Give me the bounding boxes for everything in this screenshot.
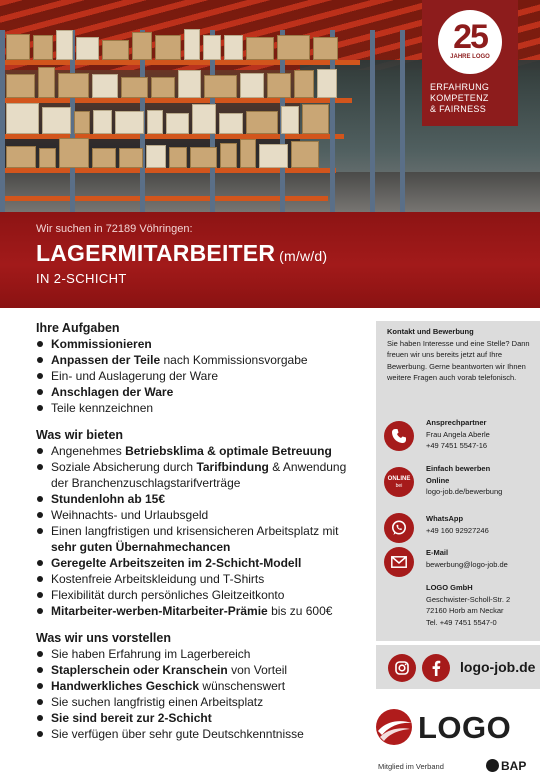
- rack-beam: [0, 98, 352, 103]
- rack-post: [400, 30, 405, 212]
- logo-swoosh-icon: [374, 707, 414, 747]
- rack-post: [370, 30, 375, 212]
- profile-list: [36, 646, 366, 742]
- online-icon-sub: bei: [395, 482, 403, 489]
- list-item-text: Kommissionieren: [51, 337, 152, 351]
- online-sub: Online: [426, 475, 450, 485]
- stacked-box: [38, 67, 55, 98]
- stacked-box: [92, 74, 118, 98]
- stacked-box: [184, 29, 200, 60]
- bap-text: BAP: [501, 759, 527, 773]
- phone-icon: [384, 421, 414, 451]
- stacked-box: [317, 69, 337, 98]
- stacked-box: [192, 104, 216, 134]
- list-item-text: Anpassen der Teile: [51, 353, 161, 367]
- company-city: 72160 Horb am Neckar: [426, 606, 504, 615]
- list-item-text: Stundenlohn ab 15€: [51, 492, 166, 506]
- online-label: Einfach bewerben: [426, 464, 491, 473]
- stacked-box: [119, 148, 143, 168]
- list-item: [36, 694, 366, 710]
- stacked-box: [302, 104, 329, 134]
- list-item: [36, 587, 366, 603]
- stacked-box: [169, 147, 187, 168]
- stacked-box: [246, 37, 274, 60]
- job-title-text: LAGERMITARBEITER: [36, 240, 276, 266]
- list-item-text: von Vorteil: [227, 663, 288, 677]
- online-icon-text: ONLINE: [387, 475, 411, 482]
- list-item: [36, 491, 366, 507]
- list-item-text: Betriebsklima & optimale Betreuung: [125, 444, 332, 458]
- list-item-text: Sie suchen langfristig einen Arbeitsplatz: [51, 695, 264, 709]
- stacked-box: [39, 148, 56, 168]
- offer-section: [36, 428, 366, 619]
- job-location: Wir suchen in 72189 Vöhringen:: [36, 223, 193, 235]
- company-address: [426, 582, 536, 628]
- list-item: [36, 726, 366, 742]
- stacked-box: [6, 34, 30, 60]
- list-item-text: Kostenfreie Arbeitskleidung und T-Shirts: [51, 572, 265, 586]
- list-item: [36, 678, 366, 694]
- title-band: [0, 212, 540, 308]
- list-item: [36, 571, 366, 587]
- stacked-box: [178, 70, 201, 98]
- anniversary-badge: [422, 0, 518, 126]
- list-item-text: wünschenswert: [199, 679, 286, 693]
- online-icon: [384, 467, 414, 497]
- stacked-box: [190, 147, 217, 168]
- stacked-box: [281, 106, 299, 134]
- badge-slogan: [430, 82, 518, 115]
- stacked-box: [240, 139, 256, 168]
- list-item: [36, 384, 366, 400]
- list-item-text: Sie haben Erfahrung im Lagerbereich: [51, 647, 251, 661]
- profile-heading: Was wir uns vorstellen: [36, 631, 171, 645]
- contact-sidebar: [376, 321, 540, 641]
- list-item-text: Geregelte Arbeitszeiten im 2-Schicht-Modell: [51, 556, 302, 570]
- online-apply-text: [426, 463, 538, 498]
- list-item: [36, 443, 366, 459]
- rack-beam: [0, 196, 328, 201]
- list-item-text: Ein- und Auslagerung der Ware: [51, 369, 218, 383]
- whatsapp-text: [426, 513, 538, 536]
- mail-text: [426, 547, 538, 570]
- stacked-box: [93, 110, 112, 134]
- logo-company: [374, 707, 530, 751]
- company-name: LOGO GmbH: [426, 583, 473, 592]
- list-item: [36, 603, 366, 619]
- offer-list: [36, 443, 366, 619]
- job-details: [36, 321, 366, 754]
- list-item-text: Flexibilität durch persönliches Gleitzeitkonto: [51, 588, 285, 602]
- hero-photo: [0, 0, 540, 212]
- stacked-box: [204, 75, 237, 98]
- list-item-text: Sie verfügen über sehr gute Deutschkenntnisse: [51, 727, 304, 741]
- stacked-box: [58, 73, 89, 98]
- stacked-box: [277, 35, 310, 60]
- gender-note: (m/w/d): [279, 248, 328, 264]
- list-item: [36, 368, 366, 384]
- contact-person-text: [426, 417, 538, 452]
- stacked-box: [33, 35, 53, 60]
- company-tel: Tel. +49 7451 5547-0: [426, 617, 497, 627]
- online-url[interactable]: logo-job.de/bewerbung: [426, 487, 503, 496]
- slogan-line: KOMPETENZ: [430, 93, 489, 103]
- stacked-box: [59, 138, 89, 168]
- slogan-line: ERFAHRUNG: [430, 82, 490, 92]
- rack-post: [0, 30, 5, 212]
- bap-dot-icon: [486, 759, 499, 772]
- contact-intro-text: Sie haben Interesse und eine Stelle? Dann freuen wir uns bereits jetzt auf Ihre Bewerbung. Gerne beantworten wir Ihnen weitere Fragen auch vorab telefonisch.: [387, 338, 530, 382]
- contact-label: Ansprechpartner: [426, 418, 487, 427]
- stacked-box: [6, 74, 35, 98]
- stacked-box: [115, 111, 144, 134]
- rack-beam: [0, 134, 344, 139]
- stacked-box: [42, 107, 71, 134]
- stacked-box: [166, 113, 189, 134]
- social-bar: [376, 645, 540, 689]
- offer-heading: Was wir bieten: [36, 428, 124, 442]
- contact-intro: [387, 326, 537, 384]
- facebook-icon[interactable]: [422, 654, 450, 682]
- mail-label: E-Mail: [426, 548, 449, 557]
- list-item-text: Sie sind bereit zur 2-Schicht: [51, 711, 212, 725]
- stacked-box: [203, 35, 221, 60]
- contact-heading: Kontakt und Bewerbung: [387, 327, 474, 336]
- stacked-box: [294, 70, 314, 98]
- list-item-text: Mitarbeiter-werben-Mitarbeiter-Prämie: [51, 604, 268, 618]
- stacked-box: [121, 77, 148, 98]
- stacked-box: [291, 141, 319, 168]
- stacked-box: [56, 30, 73, 60]
- stacked-box: [74, 111, 90, 134]
- stacked-box: [6, 146, 36, 168]
- list-item-text: Staplerschein oder Kranschein: [51, 663, 228, 677]
- stacked-box: [132, 32, 152, 60]
- tasks-heading: Ihre Aufgaben: [36, 321, 120, 335]
- slogan-line: & FAIRNESS: [430, 104, 487, 114]
- contact-name: Frau Angela Aberle: [426, 429, 490, 439]
- list-item-text: Handwerkliches Geschick: [51, 679, 200, 693]
- rack-beam: [0, 60, 360, 65]
- list-item: [36, 523, 366, 555]
- list-item-text: bis zu 600€: [267, 604, 333, 618]
- bap-logo: [486, 759, 526, 773]
- stacked-box: [6, 103, 39, 134]
- stacked-box: [155, 35, 181, 60]
- list-item: [36, 352, 366, 368]
- stacked-box: [146, 145, 166, 168]
- list-item: [36, 507, 366, 523]
- stacked-box: [240, 73, 264, 98]
- company-street: Geschwister-Scholl-Str. 2: [426, 594, 511, 604]
- badge-years: 25: [453, 18, 487, 56]
- list-item: [36, 646, 366, 662]
- tasks-section: [36, 321, 366, 416]
- logo-wordmark: LOGO: [418, 710, 512, 745]
- contact-phone[interactable]: +49 7451 5547-16: [426, 441, 488, 450]
- list-item: [36, 662, 366, 678]
- list-item-text: Einen langfristigen und krisensicheren Arbeitsplatz mit: [51, 524, 339, 538]
- list-item-text: Weihnachts- und Urlaubsgeld: [51, 508, 209, 522]
- whatsapp-label: WhatsApp: [426, 514, 464, 523]
- stacked-box: [246, 111, 278, 134]
- stacked-box: [259, 144, 288, 168]
- stacked-box: [147, 110, 163, 134]
- whatsapp-icon: [384, 513, 414, 543]
- list-item: [36, 400, 366, 416]
- list-item-text: sehr guten Übernahmechancen: [51, 540, 231, 554]
- badge-brand: JAHRE LOGO: [450, 54, 490, 60]
- stacked-box: [313, 37, 338, 60]
- rack-beam: [0, 168, 336, 173]
- stacked-box: [92, 148, 116, 168]
- list-item-text: nach Kommissionsvorgabe: [160, 353, 308, 367]
- tasks-list: [36, 336, 366, 416]
- list-item: [36, 555, 366, 571]
- warehouse-floor: [0, 172, 540, 212]
- stacked-box: [267, 73, 291, 98]
- stacked-box: [76, 37, 99, 60]
- stacked-box: [151, 77, 175, 98]
- stacked-box: [219, 113, 243, 134]
- list-item-text: Soziale Absicherung durch: [51, 460, 197, 474]
- job-title: [36, 240, 327, 267]
- list-item: [36, 710, 366, 726]
- list-item: [36, 459, 366, 491]
- mail-icon: [384, 547, 414, 577]
- website-link[interactable]: logo-job.de: [460, 659, 536, 675]
- mail-address[interactable]: bewerbung@logo-job.de: [426, 559, 508, 569]
- list-item-text: Anschlagen der Ware: [51, 385, 174, 399]
- list-item: [36, 336, 366, 352]
- list-item-text: Teile kennzeichnen: [51, 401, 154, 415]
- list-item-text: & Anwendung der Branchenzuschlagstarifverträge: [51, 460, 347, 490]
- instagram-icon[interactable]: [388, 654, 416, 682]
- profile-section: [36, 631, 366, 742]
- member-note: Mitglied im Verband: [378, 762, 444, 771]
- shift-info: IN 2-SCHICHT: [36, 271, 127, 286]
- stacked-box: [102, 40, 129, 60]
- list-item-text: Angenehmes: [51, 444, 126, 458]
- stacked-box: [220, 143, 237, 168]
- stacked-box: [224, 35, 243, 60]
- list-item-text: Tarifbindung: [196, 460, 269, 474]
- whatsapp-number[interactable]: +49 160 92927246: [426, 525, 489, 535]
